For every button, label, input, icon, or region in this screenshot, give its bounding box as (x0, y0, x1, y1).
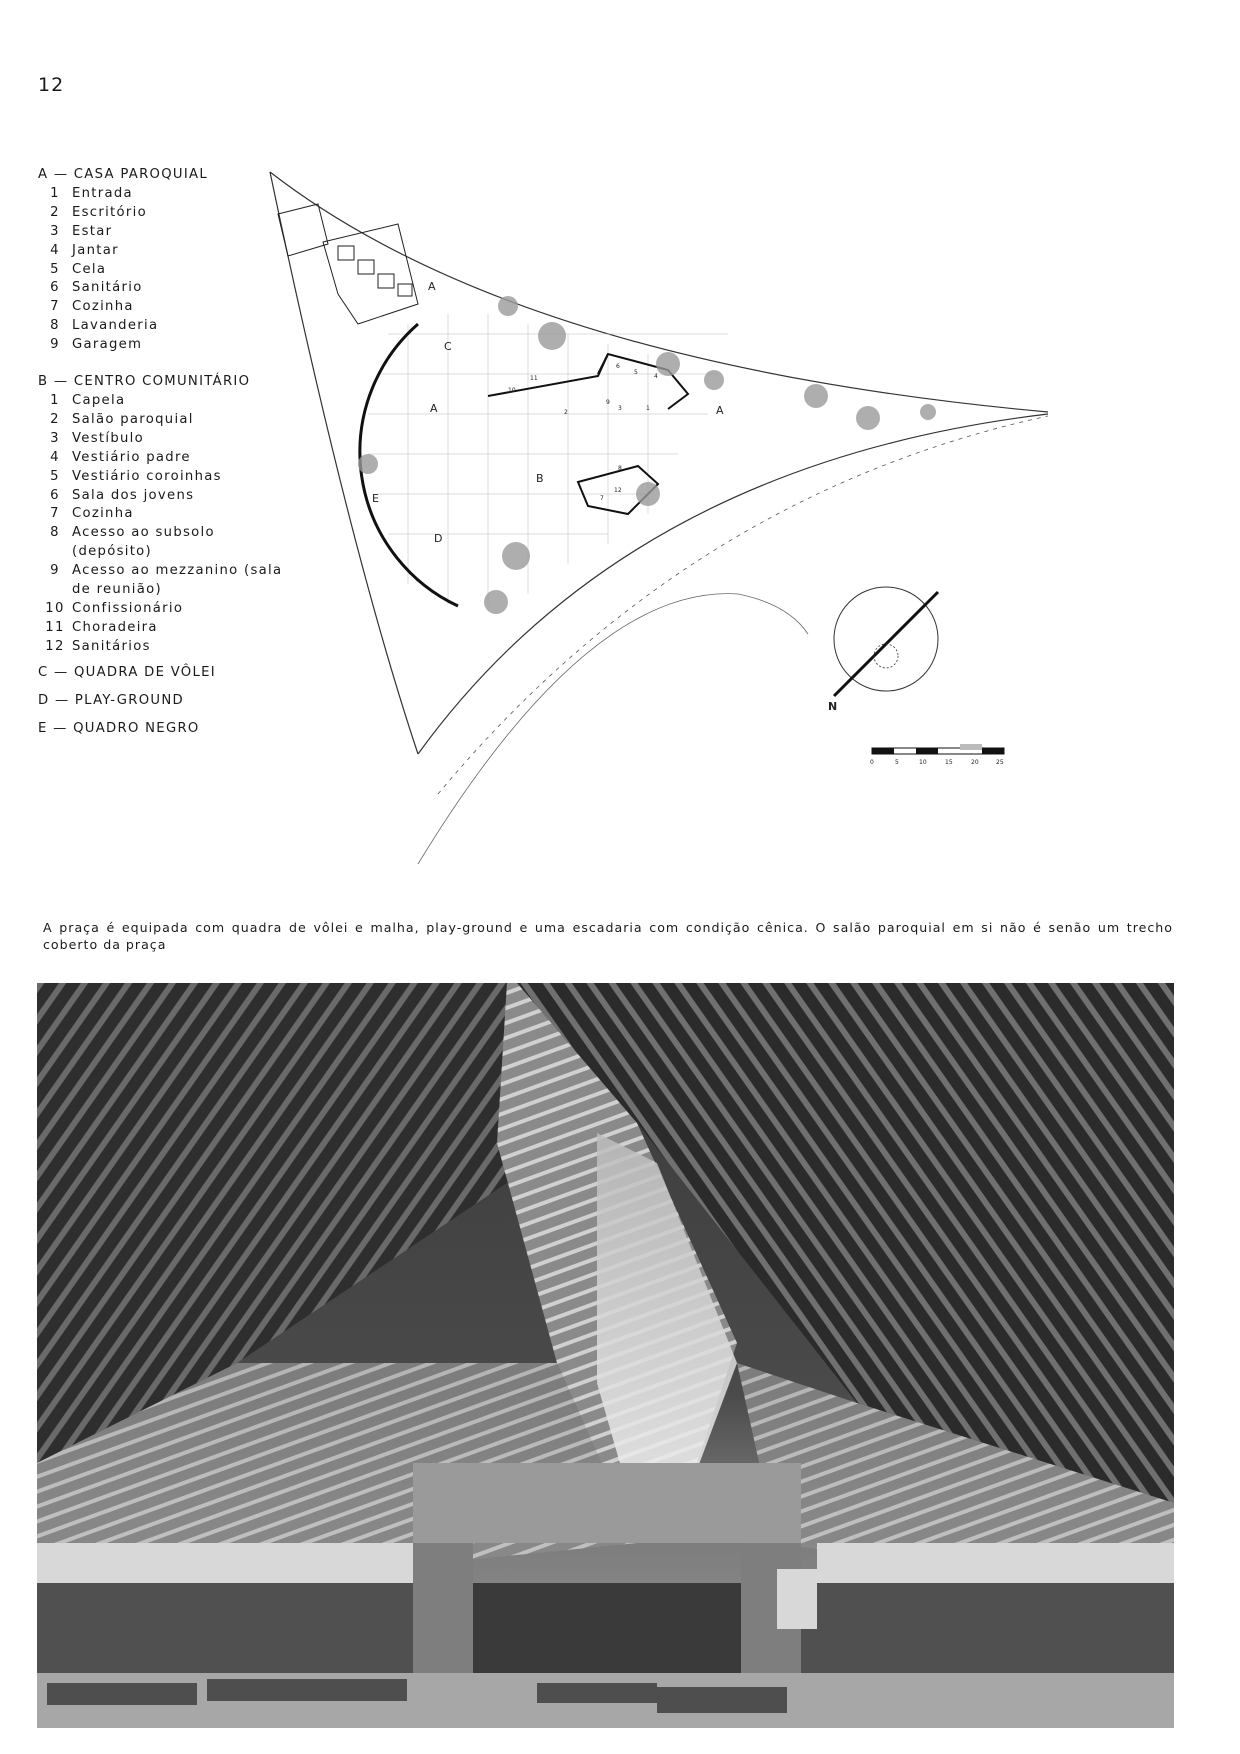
site-boundary-south (418, 414, 1048, 754)
scale-tick: 10 (919, 759, 927, 766)
legend-extra-e: E — QUADRO NEGRO (38, 720, 200, 736)
interior-photo (37, 983, 1174, 1728)
legend-item (38, 505, 298, 524)
legend-item-number: 6 (50, 487, 60, 503)
legend-item-label: Cozinha (72, 299, 134, 315)
site-boundary-north (270, 172, 1048, 412)
plan-room-number: 11 (530, 375, 538, 382)
legend-item-label: Escritório (72, 204, 147, 220)
legend-item (38, 638, 298, 657)
legend-item-label: Jantar (72, 242, 119, 258)
legend-item-number: 9 (50, 337, 60, 353)
legend-item-label: Capela (72, 392, 126, 408)
plan-label-a: A (716, 404, 724, 417)
legend-item-number: 7 (50, 506, 60, 522)
legend-group-b-list (38, 392, 298, 657)
legend-item-number: 7 (50, 299, 60, 315)
scale-tick: 15 (945, 759, 953, 766)
legend-item-label: Cozinha (72, 506, 134, 522)
north-label: N (828, 700, 838, 713)
legend-item-label: Salão paroquial (72, 411, 194, 427)
legend-item-number: 8 (50, 525, 60, 541)
plan-room-number: 3 (618, 405, 622, 412)
plan-room-number: 2 (564, 409, 568, 416)
legend-item-number: 9 (50, 563, 60, 579)
plan-room-number: 8 (618, 465, 622, 472)
legend-item-label: Sala dos jovens (72, 487, 195, 503)
legend-item-label: Acesso ao subsolo (depósito) (72, 525, 215, 560)
side-window (777, 1569, 817, 1629)
legend-item (38, 411, 298, 430)
legend-item (38, 468, 298, 487)
legend-item-label: Garagem (72, 337, 143, 353)
legend-item-label: Sanitários (72, 638, 151, 654)
plan-room-number: 7 (600, 495, 604, 502)
legend-item (38, 298, 298, 317)
legend-item-number: 4 (50, 242, 60, 258)
plan-room-number: 9 (606, 399, 610, 406)
street-curve-end (738, 594, 808, 634)
plan-room-number: 12 (614, 487, 622, 494)
legend-item-number: 3 (50, 430, 60, 446)
legend-item (38, 524, 298, 562)
legend-item (38, 185, 298, 204)
legend-item (38, 279, 298, 298)
legend-group-a-list (38, 185, 298, 355)
plan-label-a: A (430, 402, 438, 415)
page-number: 12 (38, 74, 65, 96)
legend-item (38, 204, 298, 223)
altar-pillar-left (413, 1543, 473, 1693)
legend-item-number: 11 (45, 619, 65, 635)
plan-label-c: C (444, 340, 452, 353)
legend-item-number: 2 (50, 411, 60, 427)
legend-item-label: Sanitário (72, 280, 143, 296)
plan-label-a: A (428, 280, 436, 293)
legend-item-number: 1 (50, 392, 60, 408)
legend-item-label: Estar (72, 223, 113, 239)
legend-item-label: Lavanderia (72, 318, 159, 334)
plan-room-number: 1 (646, 405, 650, 412)
legend-item-number: 2 (50, 204, 60, 220)
legend-item-number: 12 (45, 638, 65, 654)
scale-tick: 0 (870, 759, 874, 766)
legend-item-label: Choradeira (72, 619, 158, 635)
legend-item-label: Vestíbulo (72, 430, 144, 446)
legend-item-label: Vestiário padre (72, 449, 191, 465)
legend-item-number: 4 (50, 449, 60, 465)
legend-item-number: 6 (50, 280, 60, 296)
legend-item (38, 261, 298, 280)
legend-item (38, 449, 298, 468)
site-plan (268, 164, 1180, 904)
legend-group-title-b: B — CENTRO COMUNITÁRIO (38, 374, 251, 390)
legend-item (38, 430, 298, 449)
legend-extra-c: C — QUADRA DE VÔLEI (38, 665, 216, 680)
figure-caption: A praça é equipada com quadra de vôlei e malha, play-ground e uma escadaria com condição cênica. O salão paroquial em si não é senão um trecho coberto da praça (43, 920, 1173, 952)
legend-item-label: Entrada (72, 185, 133, 201)
scale-tick: 5 (895, 759, 899, 766)
plan-legend (38, 166, 298, 657)
legend-item-number: 3 (50, 223, 60, 239)
plan-room-number: 10 (508, 387, 516, 394)
legend-item-number: 10 (45, 600, 65, 616)
scale-tick: 25 (996, 759, 1004, 766)
clerestory-left (37, 1543, 417, 1583)
site-plan-drawing (268, 164, 1180, 904)
scale-bar (870, 744, 1004, 766)
plan-label-d: D (434, 532, 443, 545)
legend-item (38, 223, 298, 242)
legend-group-title-a: A — CASA PAROQUIAL (38, 167, 209, 182)
legend-item (38, 487, 298, 506)
street-line (438, 416, 1048, 794)
legend-item-label: Cela (72, 261, 107, 277)
plan-room-number: 6 (616, 363, 620, 370)
site-boundary-west (270, 172, 418, 754)
plan-room-number: 5 (634, 369, 638, 376)
legend-item (38, 562, 298, 600)
plan-label-b: B (536, 472, 544, 485)
scale-tick: 20 (971, 759, 979, 766)
legend-item (38, 242, 298, 261)
legend-item (38, 336, 298, 355)
legend-item (38, 600, 298, 619)
street-curve (418, 594, 738, 864)
legend-item-label: Vestiário coroinhas (72, 468, 222, 484)
plan-label-e: E (372, 492, 379, 505)
interior-photo-drawing (37, 983, 1174, 1728)
mezzanine-slab (413, 1463, 801, 1543)
legend-item (38, 619, 298, 638)
clerestory-right (817, 1543, 1174, 1583)
legend-item-number: 5 (50, 261, 60, 277)
legend-item-label: Confissionário (72, 600, 184, 616)
legend-item-number: 1 (50, 185, 60, 201)
legend-item (38, 317, 298, 336)
north-arrow (828, 587, 938, 713)
legend-extra-d: D — PLAY-GROUND (38, 692, 184, 708)
legend-item-number: 5 (50, 468, 60, 484)
legend-item-label: Acesso ao mezzanino (sala de reunião) (72, 563, 283, 598)
plan-room-number: 4 (654, 373, 658, 380)
legend-extras (38, 664, 216, 748)
legend-item (38, 392, 298, 411)
legend-item-number: 8 (50, 318, 60, 334)
